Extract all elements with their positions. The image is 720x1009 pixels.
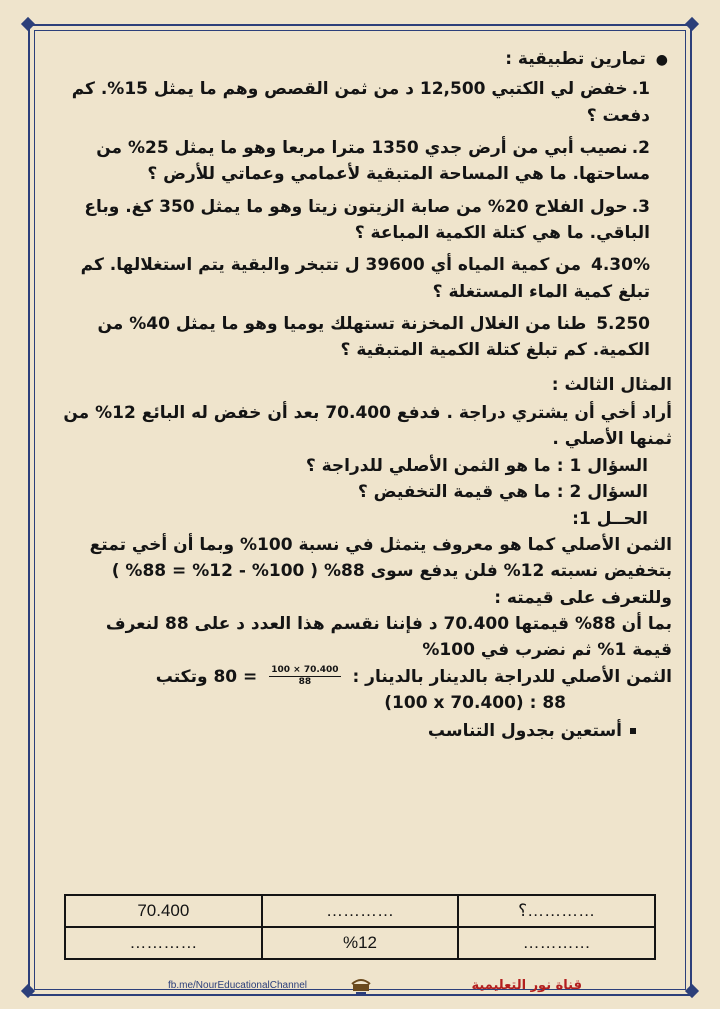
exercises-title: ●تمارين تطبيقية : [505,49,668,69]
table-cell: %12 [262,927,459,959]
solution-line-4: بما أن 88% قيمتها 70.400 د فإننا نقسم هذا العدد د على 88 لنعرف [105,613,672,634]
table-row [65,927,655,959]
footer [150,974,590,1000]
fraction: $\frac{100 \times 70.400}{88}$ [271,665,339,688]
solution-title: الحــل 1: [572,508,648,529]
table-row [65,895,655,927]
question-2: السؤال 2 : ما هي قيمة التخفيض ؟ [357,482,648,503]
worksheet [50,44,676,984]
example-statement: أراد أخي أن يشتري دراجة . فدفع 70.400 بعد أن خفض له البائع 12% من ثمنها الأصلي . [63,403,672,450]
table-cell: ………… [262,895,459,927]
table-cell: ………… [458,927,655,959]
exercise-5: 5.250 طنا من الغلال المخزنة تستهلك يوميا وهو ما يمثل 40% من الكمية. كم تبلغ كتلة الكمية المتبقية ؟ [97,314,650,361]
exercise-1: 1.خفض لي الكتبي 12,500 د من ثمن القصص وهم ما يمثل 15%. كم دفعت ؟ [71,79,650,126]
table-cell: 70.400 [65,895,262,927]
facebook-link[interactable]: fb.me/NourEducationalChannel [168,980,307,991]
table-cell: ؟………… [458,895,655,927]
exercise-3: 3.حول الفلاح 20% من صابة الزيتون زيتا وهو ما يمثل 350 كغ. وباع الباقي. ما هي كتلة الكمية المباعة ؟ [84,196,650,244]
formula-line-2: (100 x 70.400) : 88 [384,692,566,713]
solution-line-3: وللتعرف على قيمته : [494,587,672,608]
proportion-table [64,894,656,960]
question-1: السؤال 1 : ما هو الثمن الأصلي للدراجة ؟ [305,455,648,476]
channel-logo-icon [350,976,372,996]
solution-line-5: قيمة 1% ثم نضرب في 100% [422,640,672,661]
exercise-4: 4.30% من كمية المياه أي 39600 ل تتبخر والبقية يتم استغلالها. كم تبلغ كمية الماء المستغلة ؟ [80,255,650,302]
channel-name: قناة نور التعليمية [471,978,582,993]
bullet-icon: ● [655,52,668,68]
helper-note: أستعين بجدول التناسب [50,718,636,744]
formula-line: الثمن الأصلي للدراجة بالدينار بالدينار : $\frac{100 \times 70.400}{88}$ = 80 وتكتب [155,665,672,688]
table-cell: ………… [65,927,262,959]
example-title: المثال الثالث : [551,374,672,395]
exercise-2: 2.نصيب أبي من أرض جدي 1350 مترا مربعا وهو ما يمثل 25% من مساحتها. ما هي المساحة المتبقية لأعمامي وعماتي للأرض ؟ [96,138,650,185]
solution-line-2: بتخفيض نسبته 12% فلن يدفع سوى 88% ( 100% - 12% = 88% ) [111,561,672,582]
square-bullet-icon [630,728,636,734]
solution-line-1: الثمن الأصلي كما هو معروف يتمثل في نسبة 100% وبما أن أخي تمتع [89,534,672,555]
